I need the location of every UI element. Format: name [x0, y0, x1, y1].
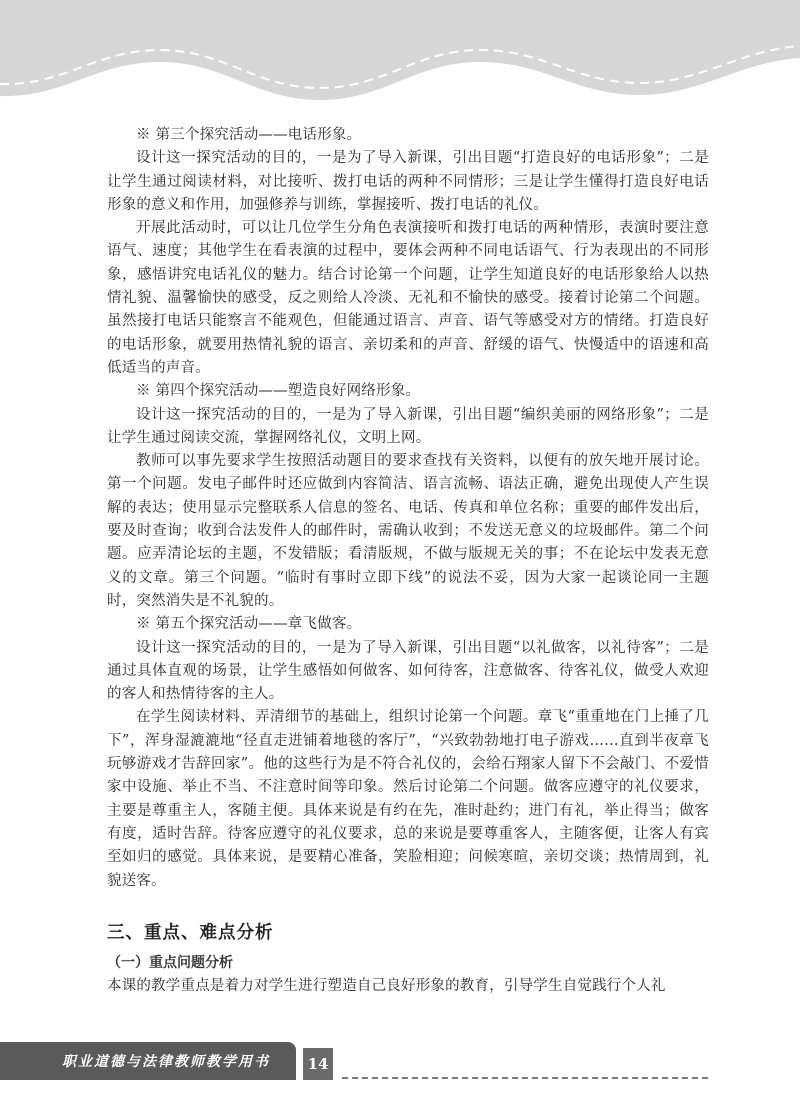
section-heading: 三、重点、难点分析 — [107, 922, 274, 943]
body-paragraph: 开展此活动时，可以让几位学生分角色表演接听和拨打电话的两种情形，表演时要注意语气、速度；其他学生在看表演的过程中，要体会两种不同电话语气、行为表现出的不同形象，感悟讲究电话礼仪的魅力。结合讨论第一个问题，让学生知道良好的电话形象给人以热情礼貌、温馨愉快的感受，反之则给人冷淡、无礼和不愉快的感受。接着讨论第二个问题。虽然接打电话只能察言不能观色，但能通过语言、声音、语气等感受对方的情绪。打造良好的电话形象，就要用热情礼貌的语言、亲切柔和的声音、舒缓的语气、快慢适中的语速和高低适当的声音。 — [107, 220, 709, 376]
footer-book-title: 职业道德与法律教师教学用书 — [62, 1054, 270, 1070]
footer-dashed-rule — [342, 1077, 708, 1079]
body-paragraph: ※ 第五个探究活动——章飞做客。 — [136, 616, 362, 633]
body-paragraph: ※ 第三个探究活动——电话形象。 — [136, 127, 362, 143]
body-paragraph: 设计这一探究活动的目的，一是为了导入新课，引出目题“打造良好的电话形象”；二是让学生通过阅读材料，对比接听、拨打电话的两种不同情形；三是让学生懂得打造良好电话形象的意义和作用，加强修养与训练，掌握接听、拨打电话的礼仪。 — [107, 150, 709, 213]
body-paragraph: 教师可以事先要求学生按照活动题目的要求查找有关资料，以便有的放矢地开展讨论。第一个问题。发电子邮件时还应做到内容简洁、语言流畅、语法正确，避免出现使人产生误解的表达；使用显示完整联系人信息的签名、电话、传真和单位名称；重要的邮件发出后，要及时查询；收到合法发件人的邮件时，需确认收到；不发送无意义的垃圾邮件。第二个问题。应弄清论坛的主题，不发错版；看清版规，不做与版规无关的事；不在论坛中发表无意义的文章。第三个问题。“临时有事时立即下线”的说法不妥，因为大家一起谈论同一主题时，突然消失是不礼貌的。 — [107, 453, 709, 609]
page-number: 14 — [303, 1048, 333, 1080]
main-content — [107, 124, 709, 998]
header-wave-band — [0, 0, 800, 120]
subsection-heading: （一）重点问题分析 — [107, 954, 233, 971]
body-paragraph: 设计这一探究活动的目的，一是为了导入新课，引出目题“以礼做客，以礼待客”；二是通过具体直观的场景，让学生感悟如何做客、如何待客，注意做客、待客礼仪，做受人欢迎的客人和热情待客的主人。 — [107, 639, 709, 703]
body-paragraph: 设计这一探究活动的目的，一是为了导入新课，引出目题“编织美丽的网络形象”；二是让学生通过阅读交流，掌握网络礼仪，文明上网。 — [107, 406, 709, 446]
body-paragraph: 在学生阅读材料、弄清细节的基础上，组织讨论第一个问题。章飞“重重地在门上捶了几下”，浑身湿漉漉地“径直走进铺着地毯的客厅”，“兴致勃勃地打电子游戏……直到半夜章飞玩够游戏才告辞回家”。他的这些行为是不符合礼仪的，会给石翔家人留下不会敲门、不爱惜家中设施、举止不当、不注意时间等印象。然后讨论第二个问题。做客应遵守的礼仪要求，主要是尊重主人，客随主便。具体来说是有约在先，准时赴约；进门有礼，举止得当；做客有度，适时告辞。待客应遵守的礼仪要求，总的来说是要尊重客人，主随客便，让客人有宾至如归的感觉。具体来说，是要精心准备，笑脸相迎；问候寒暄，亲切交谈；热情周到，礼貌送客。 — [107, 709, 709, 889]
body-paragraph: ※ 第四个探究活动——塑造良好网络形象。 — [136, 383, 421, 400]
body-paragraph: 本课的教学重点是着力对学生进行塑造自己良好形象的教育，引导学生自觉践行个人礼 — [107, 977, 666, 994]
